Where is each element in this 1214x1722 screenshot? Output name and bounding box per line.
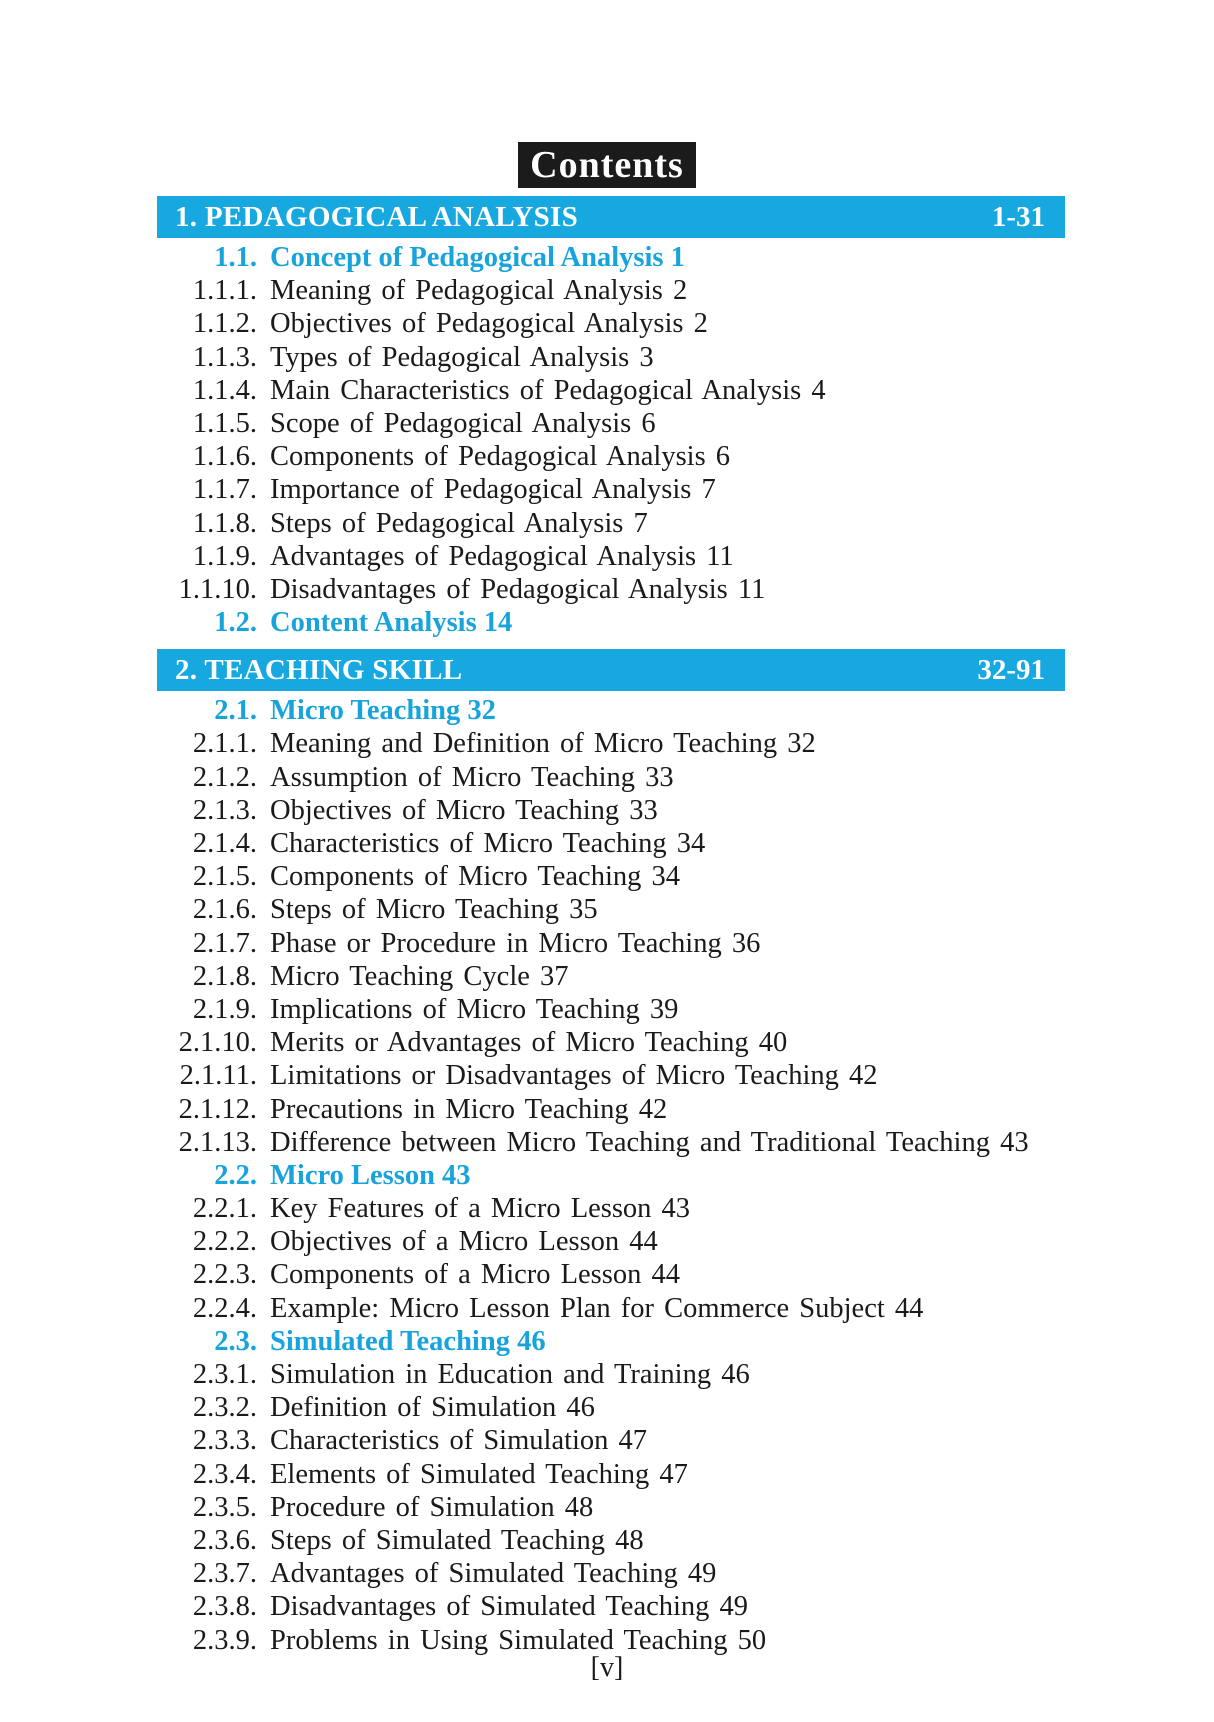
entry-number: 2.3.6.	[192, 1524, 257, 1556]
subsection-entry[interactable]	[157, 960, 1065, 993]
entry-number: 2.1.11.	[179, 1060, 257, 1092]
entry-title: Content Analysis 14	[270, 607, 513, 639]
entry-title: Types of Pedagogical Analysis 3	[270, 341, 654, 373]
subsection-entry[interactable]	[157, 1225, 1065, 1258]
chapter-title: 1. PEDAGOGICAL ANALYSIS	[175, 201, 579, 233]
subsection-entry[interactable]	[157, 1093, 1065, 1126]
entry-number: 1.1.1.	[192, 275, 257, 307]
subsection-entry[interactable]	[157, 1358, 1065, 1391]
entry-number: 2.2.3.	[192, 1259, 257, 1291]
entry-number: 1.1.8.	[192, 507, 257, 539]
entry-number: 2.1.	[214, 695, 257, 727]
entry-number: 2.1.10.	[178, 1027, 257, 1059]
subsection-entry[interactable]	[157, 1258, 1065, 1291]
entry-title: Limitations or Disadvantages of Micro Teaching 42	[270, 1060, 878, 1092]
subsection-entry[interactable]	[157, 1292, 1065, 1325]
entry-number: 2.3.	[214, 1325, 257, 1357]
entry-title: Steps of Simulated Teaching 48	[270, 1524, 644, 1556]
entry-title: Characteristics of Micro Teaching 34	[270, 828, 706, 859]
entry-title: Objectives of Micro Teaching 33	[270, 794, 658, 826]
entry-number: 2.3.8.	[192, 1591, 257, 1623]
entry-number: 2.1.2.	[192, 761, 257, 793]
subsection-entry[interactable]	[157, 540, 1065, 573]
entry-number: 2.3.3.	[192, 1425, 257, 1457]
page-number: [v]	[590, 1652, 624, 1683]
entry-title: Merits or Advantages of Micro Teaching 40	[270, 1027, 788, 1059]
entry-number: 2.1.7.	[192, 927, 257, 959]
entry-number: 2.2.4.	[192, 1292, 257, 1324]
section-entry[interactable]	[157, 694, 1065, 727]
subsection-entry[interactable]	[157, 1458, 1065, 1491]
subsection-entry[interactable]	[157, 860, 1065, 893]
entry-number: 2.1.4.	[192, 828, 257, 859]
subsection-entry[interactable]	[157, 1391, 1065, 1424]
subsection-entry[interactable]	[157, 1491, 1065, 1524]
subsection-entry[interactable]	[157, 573, 1065, 606]
entry-title: Main Characteristics of Pedagogical Analysis 4	[270, 374, 826, 406]
chapter-page-range: 1-31	[991, 201, 1045, 233]
entry-number: 2.1.5.	[192, 861, 257, 893]
subsection-entry[interactable]	[157, 1557, 1065, 1590]
table-of-contents	[157, 196, 1065, 1667]
entry-number: 2.2.	[214, 1159, 257, 1191]
entry-title: Characteristics of Simulation 47	[270, 1425, 648, 1457]
subsection-entry[interactable]	[157, 1424, 1065, 1457]
subsection-entry[interactable]	[157, 827, 1065, 860]
entry-title: Components of Pedagogical Analysis 6	[270, 441, 731, 473]
entry-title: Simulation in Education and Training 46	[270, 1359, 750, 1390]
entry-title: Procedure of Simulation 48	[270, 1491, 594, 1523]
subsection-entry[interactable]	[157, 927, 1065, 960]
entry-title: Problems in Using Simulated Teaching 50	[270, 1624, 767, 1656]
entry-number: 2.1.6.	[192, 894, 257, 926]
chapter-heading[interactable]	[157, 649, 1065, 691]
entry-title: Phase or Procedure in Micro Teaching 36	[270, 927, 761, 959]
subsection-entry[interactable]	[157, 507, 1065, 540]
entry-title: Disadvantages of Simulated Teaching 49	[270, 1591, 749, 1623]
entry-title: Elements of Simulated Teaching 47	[270, 1458, 688, 1490]
entry-title: Simulated Teaching 46	[270, 1325, 546, 1357]
entry-number: 2.3.5.	[192, 1491, 257, 1523]
entry-number: 1.1.7.	[192, 474, 257, 506]
entry-number: 2.1.9.	[192, 993, 257, 1025]
entry-title: Difference between Micro Teaching and Traditional Teaching 43	[270, 1126, 1029, 1158]
entry-title: Example: Micro Lesson Plan for Commerce Subject 44	[270, 1292, 924, 1324]
entry-number: 1.1.3.	[192, 341, 257, 373]
entry-number: 1.1.10.	[178, 573, 257, 605]
subsection-entry[interactable]	[157, 307, 1065, 340]
entry-number: 2.3.2.	[192, 1392, 257, 1424]
entry-number: 1.1.5.	[192, 407, 257, 439]
entry-title: Precautions in Micro Teaching 42	[270, 1093, 668, 1125]
chapter-page-range: 32-91	[977, 654, 1045, 687]
entry-title: Meaning and Definition of Micro Teaching 32	[270, 728, 816, 760]
entry-title: Definition of Simulation 46	[270, 1392, 595, 1424]
page-title: Contents	[518, 142, 696, 188]
entry-list	[157, 691, 1065, 1656]
entry-title: Components of a Micro Lesson 44	[270, 1259, 680, 1291]
entry-list	[157, 238, 1065, 639]
subsection-entry[interactable]	[157, 993, 1065, 1026]
entry-title: Concept of Pedagogical Analysis 1	[270, 242, 685, 273]
entry-title: Advantages of Simulated Teaching 49	[270, 1558, 717, 1590]
subsection-entry[interactable]	[157, 761, 1065, 794]
subsection-entry[interactable]	[157, 1026, 1065, 1059]
entry-number: 2.2.2.	[192, 1226, 257, 1258]
entry-title: Micro Lesson 43	[270, 1159, 471, 1191]
subsection-entry[interactable]	[157, 341, 1065, 374]
entry-title: Key Features of a Micro Lesson 43	[270, 1193, 691, 1225]
subsection-entry[interactable]	[157, 893, 1065, 926]
entry-title: Steps of Pedagogical Analysis 7	[270, 507, 648, 539]
entry-number: 1.1.4.	[192, 374, 257, 406]
subsection-entry[interactable]	[157, 1059, 1065, 1092]
entry-number: 1.1.9.	[192, 540, 257, 572]
subsection-entry[interactable]	[157, 440, 1065, 473]
entry-number: 2.1.8.	[192, 960, 257, 992]
subsection-entry[interactable]	[157, 407, 1065, 440]
chapter-2	[157, 649, 1065, 1656]
entry-title: Importance of Pedagogical Analysis 7	[270, 474, 716, 506]
chapter-heading[interactable]	[157, 196, 1065, 238]
subsection-entry[interactable]	[157, 1192, 1065, 1225]
entry-title: Scope of Pedagogical Analysis 6	[270, 407, 656, 439]
entry-number: 2.3.7.	[192, 1558, 257, 1590]
section-entry[interactable]	[157, 1159, 1065, 1192]
entry-number: 2.1.12.	[178, 1093, 257, 1125]
entry-number: 2.1.1.	[192, 728, 257, 760]
chapter-title: 2. TEACHING SKILL	[175, 654, 463, 687]
subsection-entry[interactable]	[157, 727, 1065, 760]
entry-title: Objectives of a Micro Lesson 44	[270, 1226, 658, 1258]
section-entry[interactable]	[157, 606, 1065, 639]
entry-title: Advantages of Pedagogical Analysis 11	[270, 540, 734, 572]
subsection-entry[interactable]	[157, 374, 1065, 407]
entry-number: 2.3.1.	[192, 1359, 257, 1390]
entry-title: Micro Teaching Cycle 37	[270, 960, 569, 992]
chapter-1	[157, 196, 1065, 639]
entry-title: Micro Teaching 32	[270, 695, 496, 727]
entry-number: 2.3.4.	[192, 1458, 257, 1490]
subsection-entry[interactable]	[157, 1126, 1065, 1159]
entry-number: 1.1.6.	[192, 441, 257, 473]
subsection-entry[interactable]	[157, 1524, 1065, 1557]
entry-number: 2.2.1.	[192, 1193, 257, 1225]
entry-title: Disadvantages of Pedagogical Analysis 11	[270, 573, 766, 605]
subsection-entry[interactable]	[157, 794, 1065, 827]
entry-title: Implications of Micro Teaching 39	[270, 993, 679, 1025]
entry-title: Steps of Micro Teaching 35	[270, 894, 598, 926]
subsection-entry[interactable]	[157, 274, 1065, 307]
entry-title: Components of Micro Teaching 34	[270, 861, 680, 893]
entry-number: 1.1.	[214, 242, 257, 273]
entry-number: 2.1.13.	[178, 1126, 257, 1158]
entry-number: 1.2.	[214, 607, 257, 639]
subsection-entry[interactable]	[157, 1590, 1065, 1623]
subsection-entry[interactable]	[157, 473, 1065, 506]
entry-title: Meaning of Pedagogical Analysis 2	[270, 275, 688, 307]
section-entry[interactable]	[157, 241, 1065, 274]
entry-number: 1.1.2.	[192, 308, 257, 340]
section-entry[interactable]	[157, 1325, 1065, 1358]
entry-number: 2.1.3.	[192, 794, 257, 826]
entry-title: Objectives of Pedagogical Analysis 2	[270, 308, 708, 340]
entry-number: 2.3.9.	[192, 1624, 257, 1656]
entry-title: Assumption of Micro Teaching 33	[270, 761, 674, 793]
